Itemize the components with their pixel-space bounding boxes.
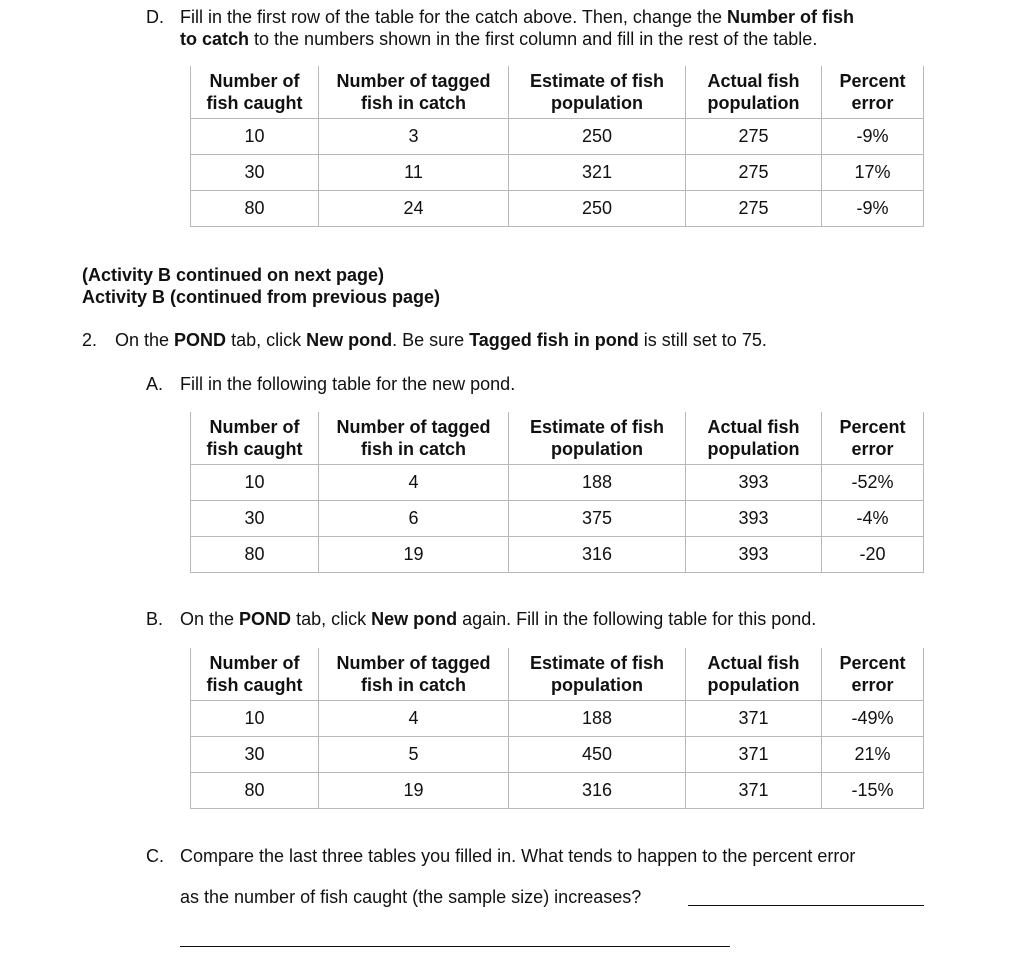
cell-tagged[interactable]: 19 [319,773,509,809]
cell-tagged[interactable]: 19 [319,537,509,573]
part-d-instruction-line1: Fill in the first row of the table for the catch above. Then, change the Number of fish [180,7,854,27]
cell-caught[interactable]: 30 [191,155,319,191]
part-a-letter: A. [146,374,164,394]
cell-estimate[interactable]: 321 [509,155,686,191]
cell-estimate[interactable]: 188 [509,701,686,737]
cell-caught[interactable]: 10 [191,465,319,501]
part-c-letter: C. [146,846,164,866]
answer-line-1[interactable] [688,905,924,906]
part-d-letter: D. [146,7,164,27]
cell-actual[interactable]: 371 [686,701,822,737]
part-c-question-line1: Compare the last three tables you filled in. What tends to happen to the percent error [180,846,856,866]
table-row [191,465,924,501]
table-row [191,773,924,809]
cell-error[interactable]: -52% [822,465,924,501]
cell-estimate[interactable]: 188 [509,465,686,501]
cell-estimate[interactable]: 450 [509,737,686,773]
cell-error[interactable]: -9% [822,191,924,227]
header-percent-error: Percent error [822,648,924,701]
cell-actual[interactable]: 393 [686,465,822,501]
header-percent-error: Percent error [822,412,924,465]
cell-actual[interactable]: 275 [686,155,822,191]
header-actual: Actual fish population [686,412,822,465]
table-row [191,155,924,191]
question-2-number: 2. [82,330,98,350]
table-row [191,537,924,573]
table-header-row [191,66,924,119]
cell-actual[interactable]: 275 [686,119,822,155]
header-tagged-fish: Number of tagged fish in catch [319,412,509,465]
part-c-question-line2: as the number of fish caught (the sample size) increases? [180,887,642,907]
part-b-letter: B. [146,609,164,629]
header-actual: Actual fish population [686,66,822,119]
header-estimate: Estimate of fish population [509,648,686,701]
cell-caught[interactable]: 80 [191,537,319,573]
cell-tagged[interactable]: 6 [319,501,509,537]
cell-estimate[interactable]: 316 [509,773,686,809]
part-b-instruction: On the POND tab, click New pond again. Fill in the following table for this pond. [180,609,817,629]
part-d-instruction-line2: to catch to the numbers shown in the first column and fill in the rest of the table. [180,29,818,49]
table-row [191,501,924,537]
header-fish-caught: Number of fish caught [191,648,319,701]
cell-tagged[interactable]: 4 [319,701,509,737]
table-row [191,191,924,227]
cell-actual[interactable]: 275 [686,191,822,227]
continued-heading: Activity B (continued from previous page) [82,287,441,307]
cell-caught[interactable]: 30 [191,501,319,537]
table-header-row [191,412,924,465]
cell-error[interactable]: -20 [822,537,924,573]
continued-note: (Activity B continued on next page) [82,265,385,285]
header-actual: Actual fish population [686,648,822,701]
cell-error[interactable]: -4% [822,501,924,537]
cell-error[interactable]: 17% [822,155,924,191]
table-part-d [190,66,924,227]
cell-caught[interactable]: 10 [191,119,319,155]
cell-error[interactable]: -15% [822,773,924,809]
table-row [191,701,924,737]
cell-caught[interactable]: 80 [191,191,319,227]
header-percent-error: Percent error [822,66,924,119]
cell-caught[interactable]: 10 [191,701,319,737]
cell-error[interactable]: 21% [822,737,924,773]
part-a-instruction: Fill in the following table for the new pond. [180,374,516,394]
cell-tagged[interactable]: 4 [319,465,509,501]
header-tagged-fish: Number of tagged fish in catch [319,66,509,119]
cell-estimate[interactable]: 375 [509,501,686,537]
header-estimate: Estimate of fish population [509,412,686,465]
header-estimate: Estimate of fish population [509,66,686,119]
header-fish-caught: Number of fish caught [191,66,319,119]
cell-actual[interactable]: 393 [686,501,822,537]
header-fish-caught: Number of fish caught [191,412,319,465]
cell-tagged[interactable]: 11 [319,155,509,191]
table-part-b [190,648,924,809]
cell-estimate[interactable]: 250 [509,191,686,227]
table-header-row [191,648,924,701]
cell-actual[interactable]: 371 [686,773,822,809]
answer-line-2[interactable] [180,946,730,947]
table-row [191,737,924,773]
cell-caught[interactable]: 30 [191,737,319,773]
cell-error[interactable]: -49% [822,701,924,737]
cell-actual[interactable]: 371 [686,737,822,773]
table-part-a [190,412,924,573]
header-tagged-fish: Number of tagged fish in catch [319,648,509,701]
table-row [191,119,924,155]
cell-tagged[interactable]: 5 [319,737,509,773]
cell-caught[interactable]: 80 [191,773,319,809]
cell-tagged[interactable]: 24 [319,191,509,227]
cell-actual[interactable]: 393 [686,537,822,573]
cell-estimate[interactable]: 316 [509,537,686,573]
cell-tagged[interactable]: 3 [319,119,509,155]
cell-error[interactable]: -9% [822,119,924,155]
cell-estimate[interactable]: 250 [509,119,686,155]
question-2-text: On the POND tab, click New pond. Be sure Tagged fish in pond is still set to 75. [115,330,767,350]
